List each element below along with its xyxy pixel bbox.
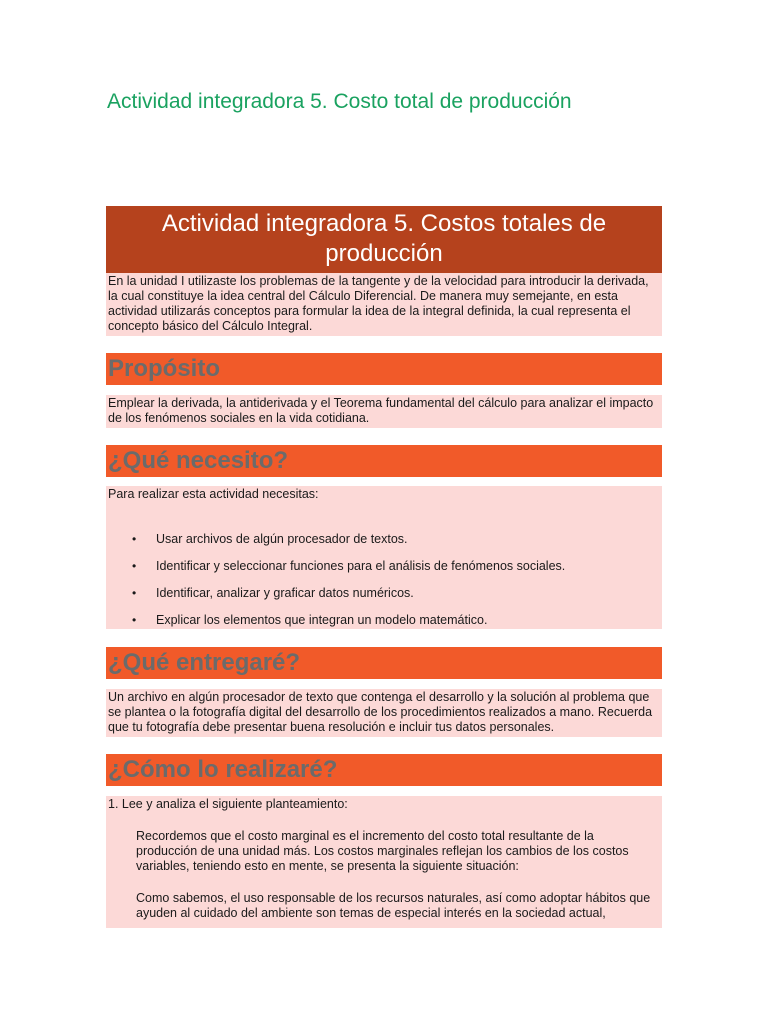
list-item: • Usar archivos de algún procesador de textos. xyxy=(108,532,660,547)
page-title: Actividad integradora 5. Costo total de producción xyxy=(107,90,572,113)
realizare-block xyxy=(106,796,662,928)
intro-text: En la unidad I utilizaste los problemas de la tangente y de la velocidad para introducir la derivada, la cual constituye la idea central del Cálculo Diferencial. De manera muy semejante, en esta actividad utilizarás conceptos para formular la idea de la integral definida, la cual representa el concepto básico del Cálculo Integral. xyxy=(106,273,662,336)
necesito-lead: Para realizar esta actividad necesitas: xyxy=(108,487,319,501)
planteamiento xyxy=(108,829,660,921)
list-item: • Identificar, analizar y graficar datos numéricos. xyxy=(108,586,660,601)
proposito-text: Emplear la derivada, la antiderivada y el Teorema fundamental del cálculo para analizar el impacto de los fenómenos sociales en la vida cotidiana. xyxy=(106,395,662,428)
section-heading-proposito: Propósito xyxy=(106,353,662,385)
main-title: Actividad integradora 5. Costos totales de producción xyxy=(106,206,662,273)
needs-list xyxy=(108,532,660,628)
list-item: • Explicar los elementos que integran un modelo matemático. xyxy=(108,613,660,628)
section-heading-realizare: ¿Cómo lo realizaré? xyxy=(106,754,662,786)
section-heading-entregare: ¿Qué entregaré? xyxy=(106,647,662,679)
entregare-text: Un archivo en algún procesador de texto que contenga el desarrollo y la solución al problema que se plantea o la fotografía digital del desarrollo de los procedimientos realizados a mano. Recuerda que tu fotografía debe presentar buena resolución e incluir tus datos personales. xyxy=(106,689,662,737)
list-item: • Identificar y seleccionar funciones para el análisis de fenómenos sociales. xyxy=(108,559,660,574)
planteamiento-p1: Recordemos que el costo marginal es el incremento del costo total resultante de la producción de una unidad más. Los costos marginales reflejan los cambios de los costos variables, teniendo esto en mente, se presenta la siguiente situación: xyxy=(136,829,629,873)
intro-block xyxy=(106,206,662,336)
planteamiento-p2: Como sabemos, el uso responsable de los recursos naturales, así como adoptar hábitos que ayuden al cuidado del ambiente son temas de especial interés en la sociedad actual, xyxy=(136,891,651,920)
section-heading-necesito: ¿Qué necesito? xyxy=(106,445,662,477)
necesito-block xyxy=(106,486,662,629)
realizare-step: 1. Lee y analiza el siguiente planteamiento: xyxy=(108,797,348,811)
